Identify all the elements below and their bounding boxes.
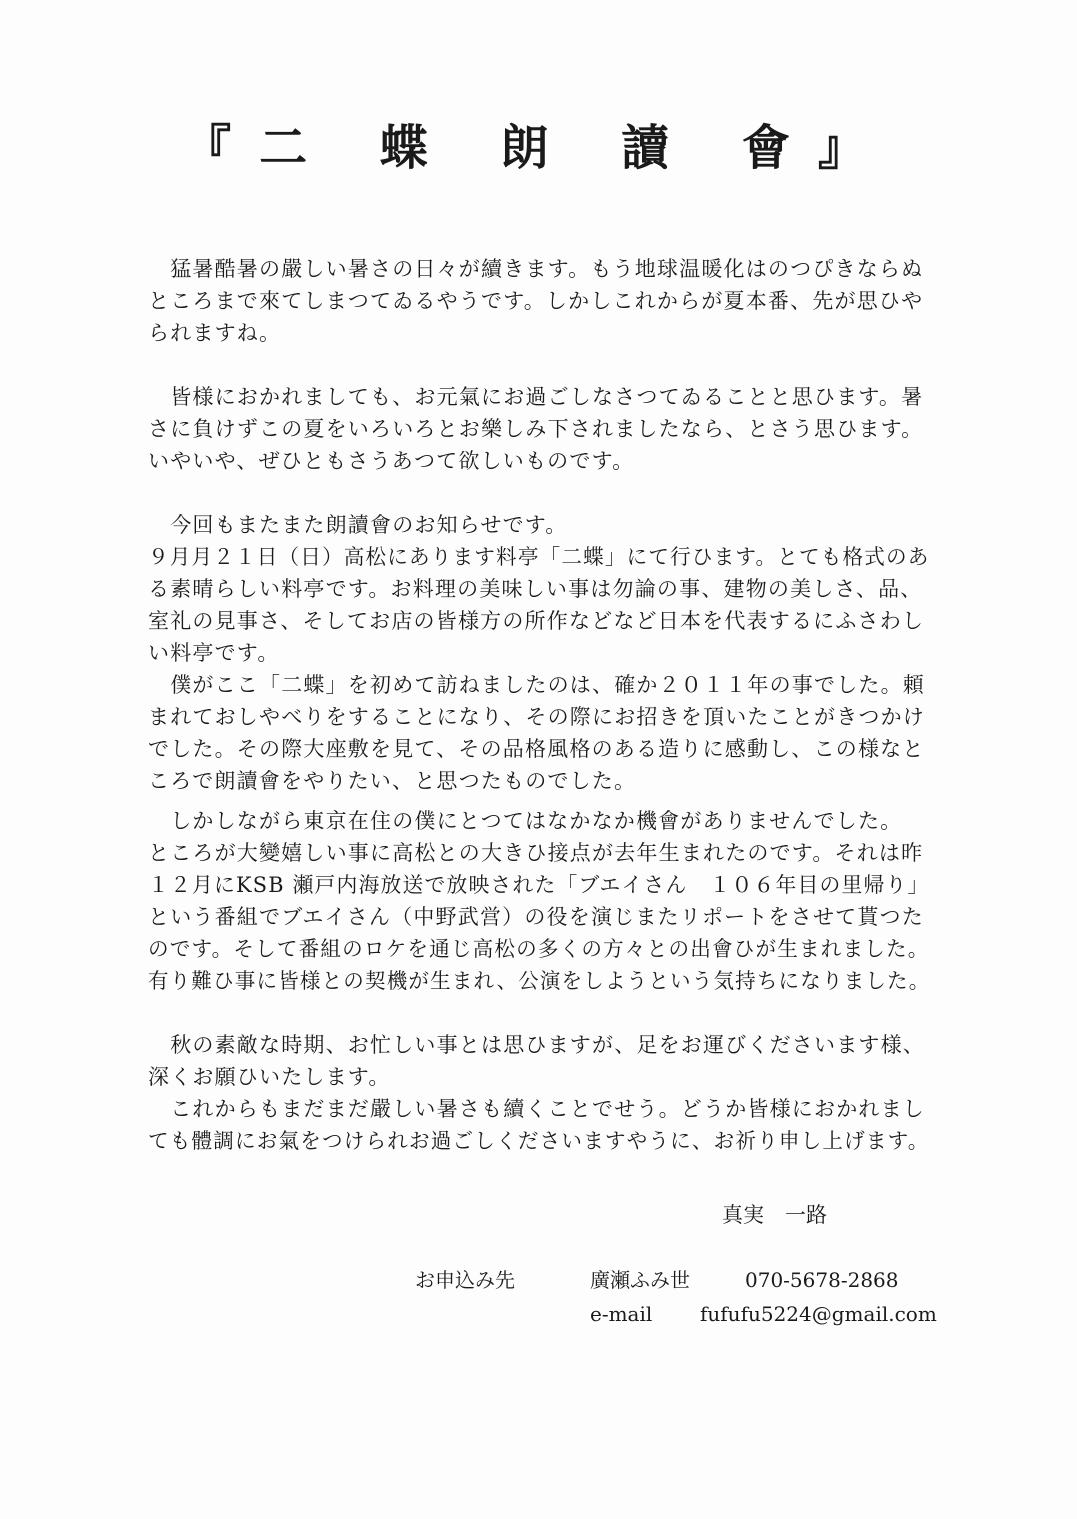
document-title: 『二 蝶 朗 讀 會』 bbox=[183, 120, 894, 176]
contact-email: fufufu5224@gmail.com bbox=[700, 1302, 937, 1326]
body-line: ところが大變嬉しい事に高松との大きひ接点が去年生まれたのです。それは昨 bbox=[148, 841, 924, 865]
body-line: まれておしやべりをすることになり、その際にお招きを頂いたことがきつかけ bbox=[148, 705, 925, 729]
contact-name: 廣瀬ふみ世 bbox=[590, 1268, 690, 1292]
body-line: という番組でブエイさん（中野武営）の役を演じまたリポートをさせて貰つた bbox=[148, 905, 924, 929]
body-line: い料亭です。 bbox=[148, 641, 280, 665]
body-line: る素晴らしい料亭です。お料理の美味しい事は勿論の事、建物の美しさ、品、 bbox=[148, 577, 923, 601]
body-line: さに負けずこの夏をいろいろとお樂しみ下されましたなら、とさう思ひます。 bbox=[148, 417, 924, 441]
body-line: ところまで來てしまつてゐるやうです。しかしこれからが夏本番、先が思ひや bbox=[148, 289, 924, 313]
contact-email-label: e-mail bbox=[590, 1302, 653, 1326]
body-line: ９月月２１日（日）高松にあります料亭「二蝶」にて行ひます。とても格式のあ bbox=[148, 545, 930, 569]
body-line: 有り難ひ事に皆様との契機が生まれ、公演をしようという気持ちになりました。 bbox=[148, 969, 931, 993]
body-line: のです。そして番組のロケを通じ高松の多くの方々との出會ひが生まれました。 bbox=[148, 937, 930, 961]
body-line: ても體調にお氣をつけられお過ごしくださいますやうに、お祈り申し上げます。 bbox=[148, 1129, 930, 1153]
body-line: これからもまだまだ嚴しい暑さも續くことでせう。どうか皆様におかれまし bbox=[148, 1097, 925, 1121]
body-line: いやいや、ぜひともさうあつて欲しいものです。 bbox=[148, 449, 635, 473]
body-line: 深くお願ひいたします。 bbox=[148, 1065, 391, 1089]
body-line: 猛暑酷暑の嚴しい暑さの日々が續きます。もう地球温暖化はのつぴきならぬ bbox=[148, 257, 924, 281]
body-line: ころで朗讀會をやりたい、と思つたものでした。 bbox=[148, 769, 637, 793]
body-line: １２月にKSB 瀬戸内海放送で放映された「ブエイさん １０６年目の里帰り」 bbox=[148, 873, 930, 897]
body-line: しかしながら東京在住の僕にとつてはなかなか機會がありませんでした。 bbox=[148, 809, 903, 833]
body-line: られますね。 bbox=[148, 321, 282, 345]
body-line: 秋の素敵な時期、お忙しい事とは思ひますが、足をお運びくださいます様、 bbox=[148, 1033, 925, 1057]
signature: 真実 一路 bbox=[722, 1203, 827, 1227]
contact-phone: 070-5678-2868 bbox=[745, 1268, 899, 1292]
contact-label: お申込み先 bbox=[415, 1268, 515, 1292]
body-line: 僕がここ「二蝶」を初めて訪ねましたのは、確か２０１１年の事でした。頼 bbox=[148, 673, 925, 697]
body-line: 今回もまたまた朗讀會のお知らせです。 bbox=[148, 513, 568, 537]
body-line: 皆様におかれましても、お元氣にお過ごしなさつてゐることと思ひます。暑 bbox=[148, 385, 924, 409]
body-line: でした。その際大座敷を見て、その品格風格のある造りに感動し、この様なと bbox=[148, 737, 925, 761]
body-line: 室礼の見事さ、そしてお店の皆様方の所作などなど日本を代表するにふさわし bbox=[148, 609, 925, 633]
